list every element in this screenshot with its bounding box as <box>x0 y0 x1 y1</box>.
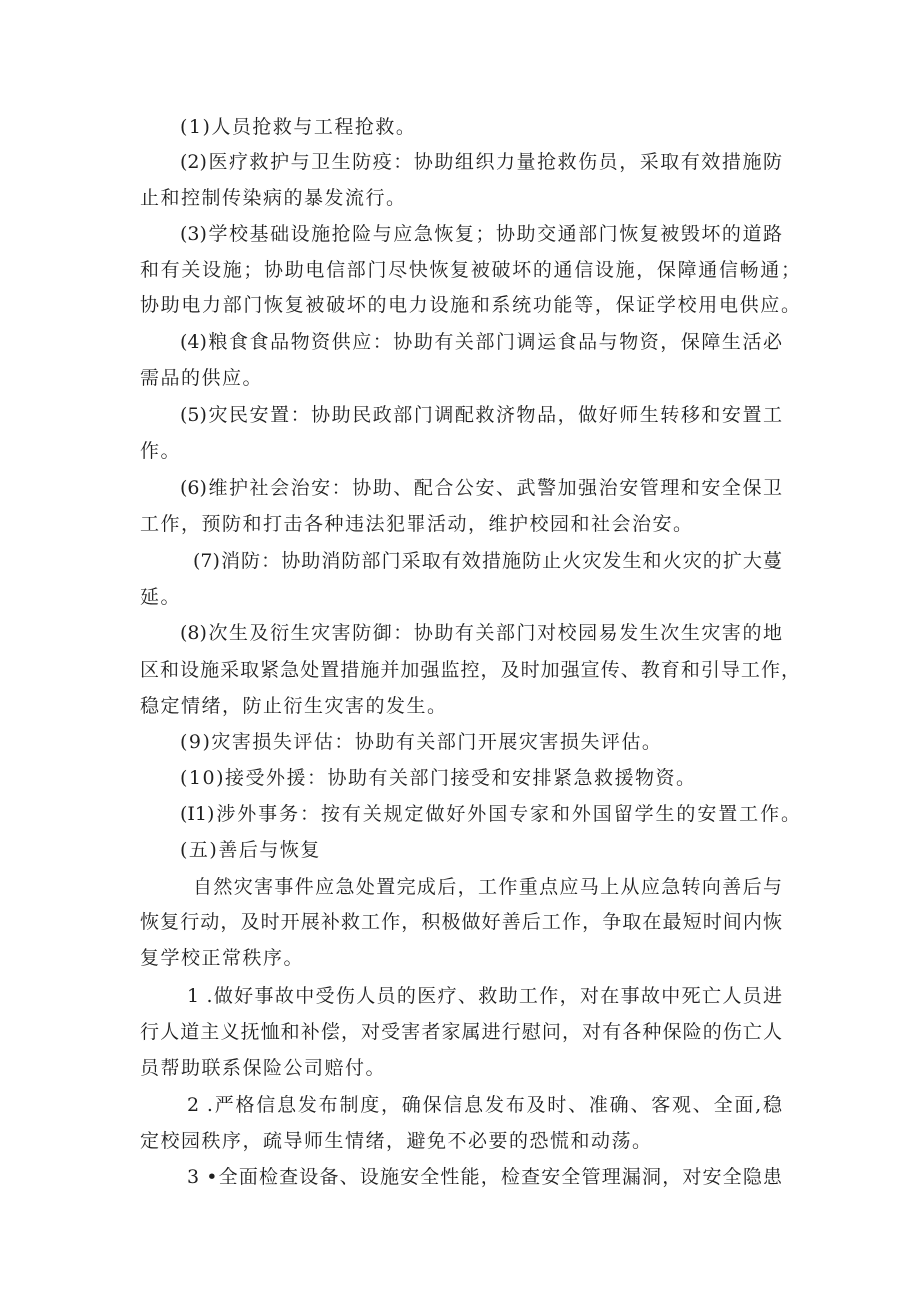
list-item-7-line-1: (7)消防：协助消防部门采取有效措施防止火灾发生和火灾的扩大蔓 <box>193 550 782 572</box>
list-item-8-line-1: (8)次生及衍生灾害防御：协助有关部门对校园易发生次生灾害的地 <box>180 622 782 644</box>
step-3-line-1: 3 •全面检查设备、设施安全性能，检查安全管理漏洞，对安全隐患 <box>187 1166 782 1188</box>
list-item-6-line-1: (6)维护社会治安：协助、配合公安、武警加强治安管理和安全保卫 <box>180 477 782 499</box>
list-item-1-line-1: (1)人员抢救与工程抢救。 <box>180 116 417 138</box>
list-item-11-line-1: (I1)涉外事务：按有关规定做好外国专家和外国留学生的安置工作。 <box>180 803 800 825</box>
step-2-line-1: 2 .严格信息发布制度，确保信息发布及时、准确、客观、全面,稳 <box>187 1094 782 1116</box>
section-heading: (五)善后与恢复 <box>180 839 321 861</box>
list-item-3-line-3: 协助电力部门恢复被破坏的电力设施和系统功能等，保证学校用电供应。 <box>140 294 800 316</box>
step-2-line-2: 定校园秩序，疏导师生情绪，避免不必要的恐慌和动荡。 <box>140 1130 653 1152</box>
list-item-4-line-2: 需品的供应。 <box>140 367 264 389</box>
intro-paragraph-line-1: 自然灾害事件应急处置完成后，工作重点应马上从应急转向善后与 <box>193 876 782 898</box>
list-item-8-line-3: 稳定情绪，防止衍生灾害的发生。 <box>140 695 448 717</box>
list-item-5-line-1: (5)灾民安置：协助民政部门调配救济物品，做好师生转移和安置工 <box>180 404 782 426</box>
intro-paragraph-line-3: 复学校正常秩序。 <box>140 947 305 969</box>
list-item-2-line-2: 止和控制传染病的暴发流行。 <box>140 187 407 209</box>
step-1-line-3: 员帮助联系保险公司赔付。 <box>140 1057 387 1079</box>
list-item-10-line-1: (10)接受外援：协助有关部门接受和安排紧急救援物资。 <box>180 767 697 789</box>
list-item-2-line-1: (2)医疗救护与卫生防疫：协助组织力量抢救伤员，采取有效措施防 <box>180 151 782 173</box>
list-item-8-line-2: 区和设施采取紧急处置措施并加强监控，及时加强宣传、教育和引导工作， <box>140 659 800 681</box>
list-item-5-line-2: 作。 <box>140 440 182 462</box>
list-item-9-line-1: (9)灾害损失评估：协助有关部门开展灾害损失评估。 <box>180 731 663 753</box>
list-item-4-line-1: (4)粮食食品物资供应：协助有关部门调运食品与物资，保障生活必 <box>180 331 782 353</box>
list-item-7-line-2: 延。 <box>140 586 182 608</box>
intro-paragraph-line-2: 恢复行动，及时开展补救工作，积极做好善后工作，争取在最短时间内恢 <box>140 911 782 933</box>
list-item-6-line-2: 工作，预防和打击各种违法犯罪活动，维护校园和社会治安。 <box>140 513 694 535</box>
list-item-3-line-1: (3)学校基础设施抢险与应急恢复；协助交通部门恢复被毁坏的道路 <box>180 223 782 245</box>
step-1-line-1: 1 .做好事故中受伤人员的医疗、救助工作，对在事故中死亡人员进 <box>187 985 782 1007</box>
list-item-3-line-2: 和有关设施；协助电信部门尽快恢复被破坏的通信设施，保障通信畅通； <box>140 259 800 281</box>
step-1-line-2: 行人道主义抚恤和补偿，对受害者家属进行慰问，对有各种保险的伤亡人 <box>140 1021 782 1043</box>
